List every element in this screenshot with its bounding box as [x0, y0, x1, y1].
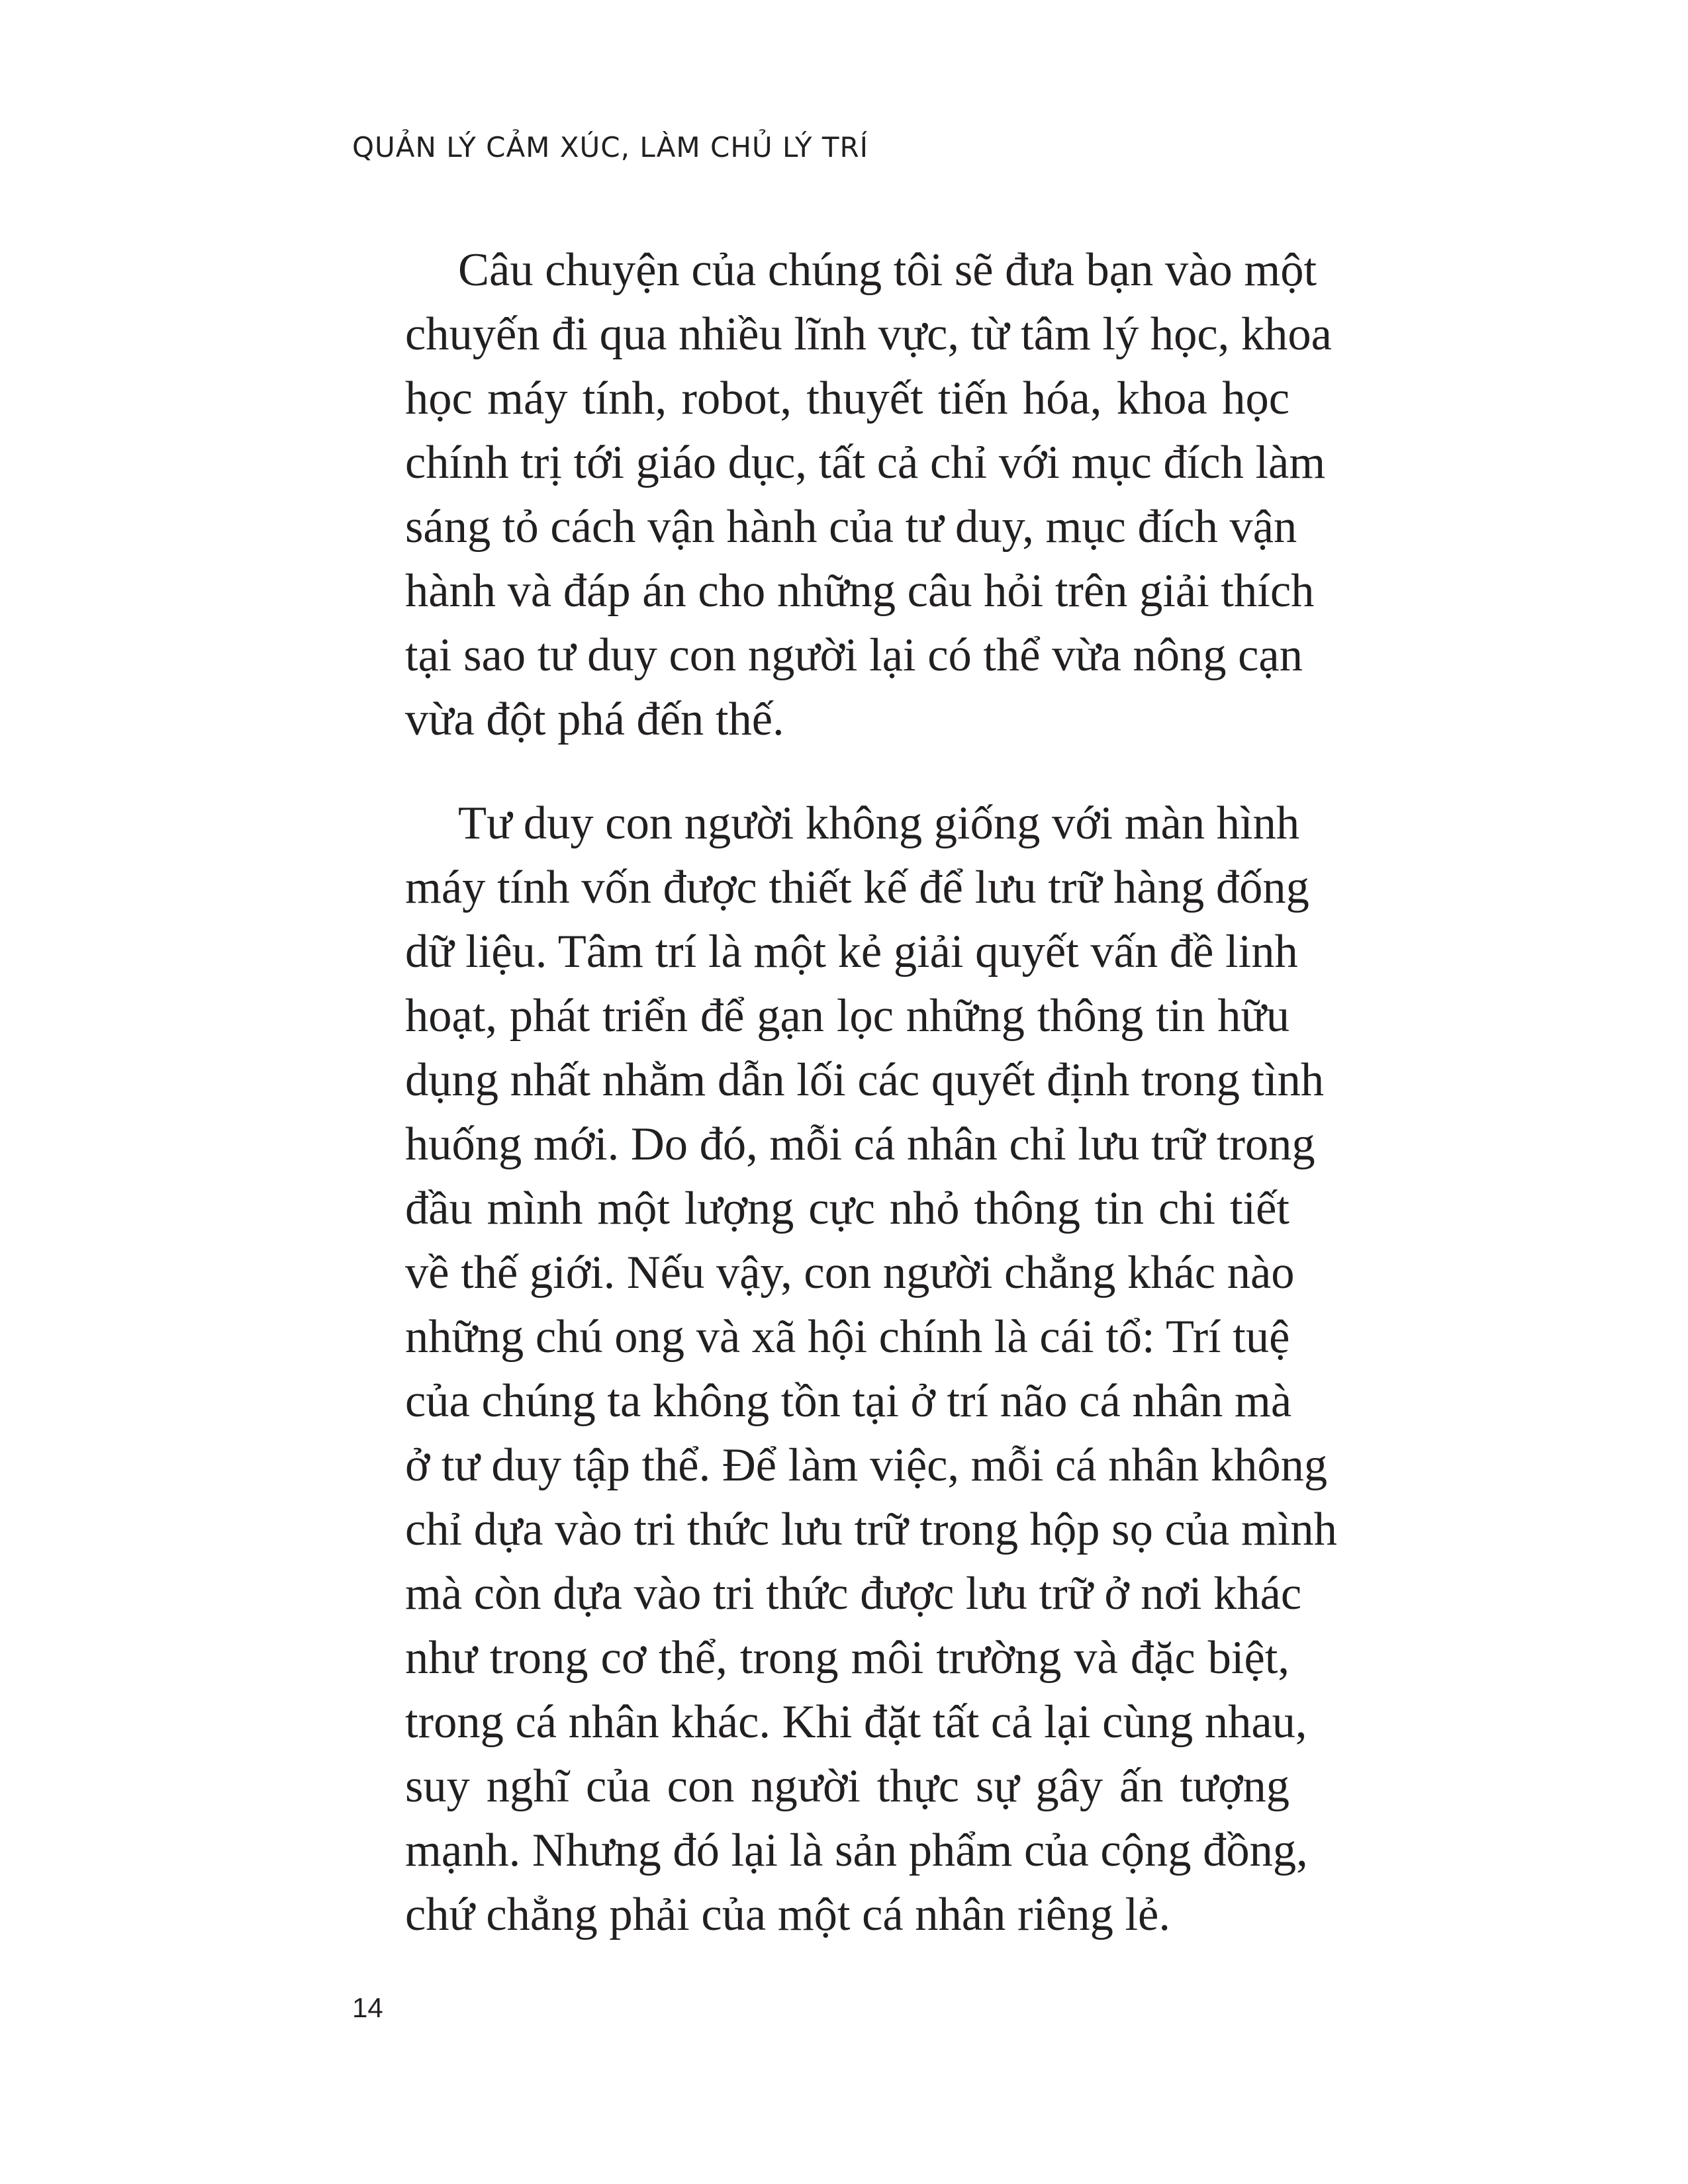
text-line: học máy tính, robot, thuyết tiến hóa, khoa học [405, 373, 1289, 424]
text-line: những chú ong và xã hội chính là cái tổ: Trí tuệ [405, 1311, 1290, 1363]
paragraph-2 [352, 792, 1337, 1947]
text-line: tại sao tư duy con người lại có thể vừa nông cạn [405, 629, 1303, 681]
text-line: dụng nhất nhằm dẫn lối các quyết định trong tình [405, 1054, 1325, 1106]
text-line: vừa đột phá đến thế. [405, 694, 784, 745]
paragraph-gap [352, 752, 1289, 792]
text-line: dữ liệu. Tâm trí là một kẻ giải quyết vấn đề linh [405, 926, 1298, 978]
text-line: mạnh. Nhưng đó lại là sản phẩm của cộng đồng, [405, 1825, 1308, 1876]
text-line: ở tư duy tập thể. Để làm việc, mỗi cá nhân không [405, 1439, 1328, 1491]
text-line: chỉ dựa vào tri thức lưu trữ trong hộp sọ của mình [405, 1504, 1337, 1555]
body-text [352, 238, 1337, 1947]
text-line: mà còn dựa vào tri thức được lưu trữ ở nơi khác [405, 1568, 1302, 1619]
text-line: Tư duy con người không giống với màn hình [458, 797, 1300, 849]
text-line: hoạt, phát triển để gạn lọc những thông tin hữu [405, 990, 1289, 1042]
text-line: về thế giới. Nếu vậy, con người chẳng khác nào [405, 1247, 1295, 1298]
text-line: chuyến đi qua nhiều lĩnh vực, từ tâm lý học, khoa [405, 308, 1332, 360]
text-line: như trong cơ thể, trong môi trường và đặc biệt, [405, 1632, 1289, 1684]
text-line: sáng tỏ cách vận hành của tư duy, mục đích vận [405, 501, 1297, 553]
text-line: hành và đáp án cho những câu hỏi trên giải thích [405, 565, 1315, 617]
text-line: Câu chuyện của chúng tôi sẽ đưa bạn vào một [458, 244, 1317, 296]
text-line: chứ chẳng phải của một cá nhân riêng lẻ. [405, 1889, 1170, 1940]
text-line: máy tính vốn được thiết kế để lưu trữ hàng đống [405, 862, 1309, 913]
page-number: 14 [352, 1992, 383, 2023]
text-line: chính trị tới giáo dục, tất cả chỉ với mục đích làm [405, 437, 1326, 488]
running-header: QUẢN LÝ CẢM XÚC, LÀM CHỦ LÝ TRÍ [352, 131, 869, 163]
text-line: trong cá nhân khác. Khi đặt tất cả lại cùng nhau, [405, 1696, 1307, 1748]
text-line: của chúng ta không tồn tại ở trí não cá nhân mà [405, 1375, 1292, 1427]
paragraph-1 [352, 238, 1332, 752]
text-line: huống mới. Do đó, mỗi cá nhân chỉ lưu trữ trong [405, 1118, 1315, 1170]
text-line: đầu mình một lượng cực nhỏ thông tin chi tiết [405, 1183, 1289, 1234]
text-line: suy nghĩ của con người thực sự gây ấn tượng [405, 1760, 1289, 1812]
